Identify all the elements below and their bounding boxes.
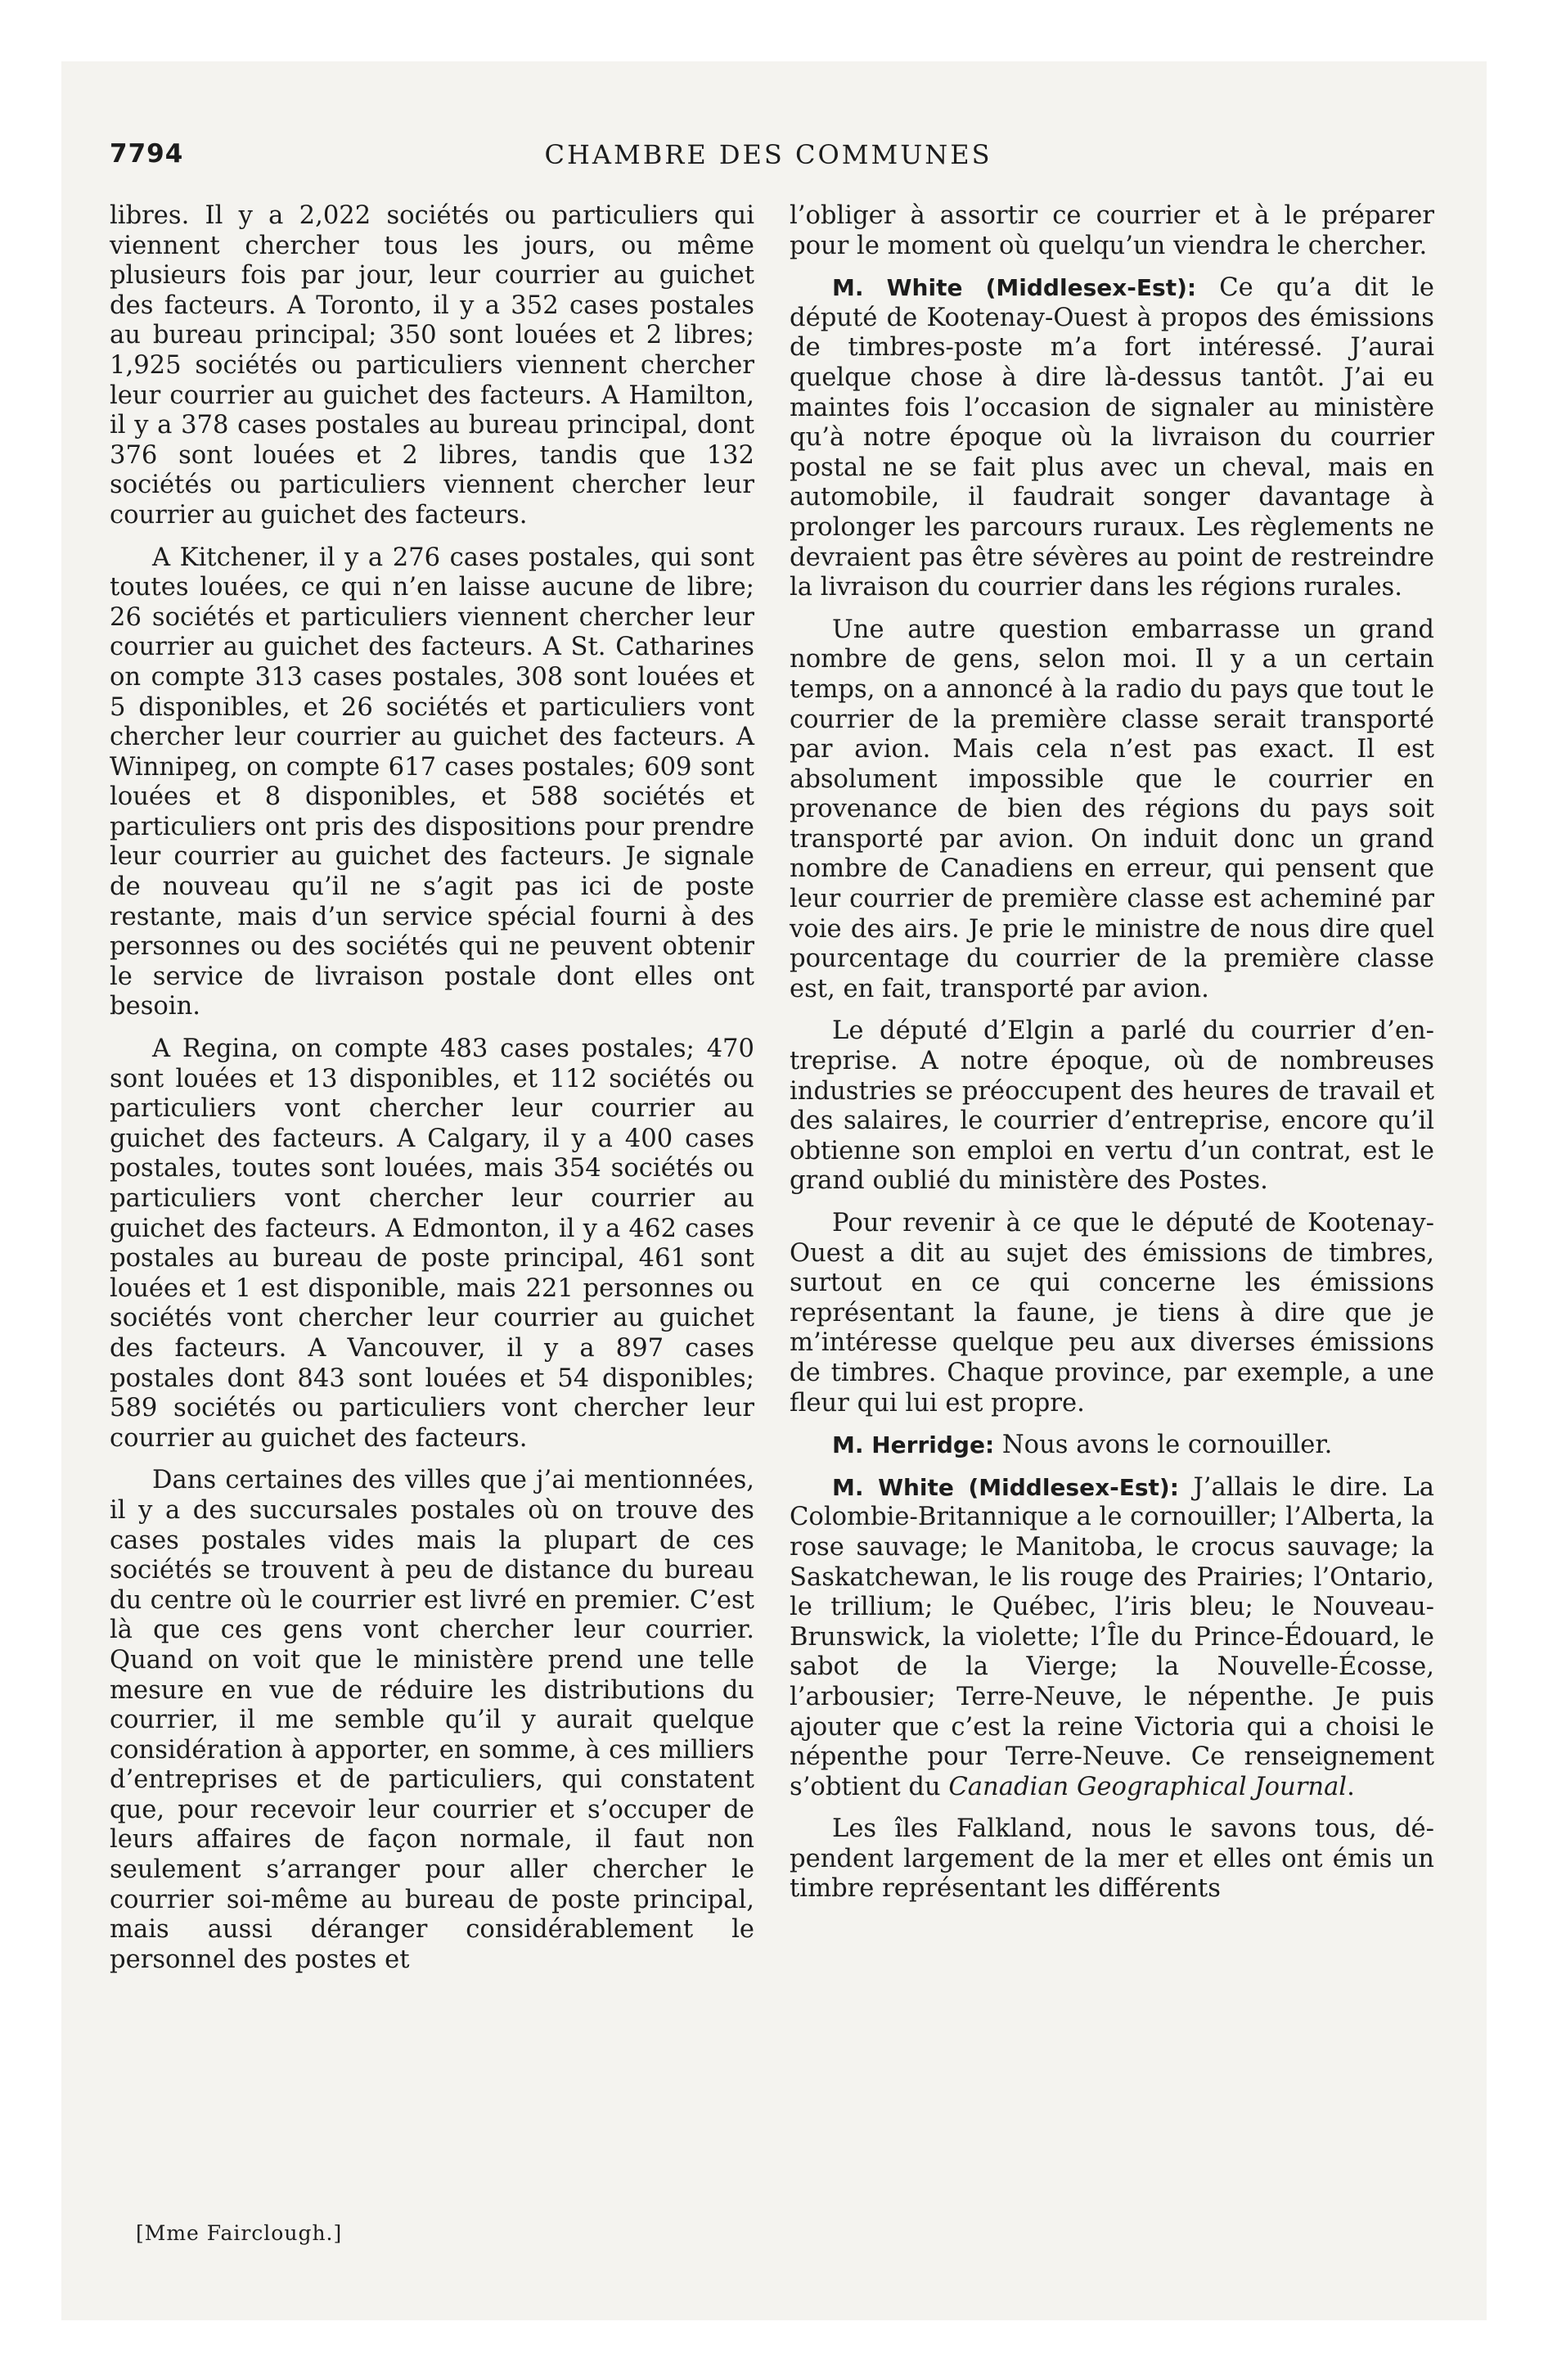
page-header — [110, 139, 1427, 180]
paragraph: Pour revenir à ce que le député de Kootenay-Ouest a dit au sujet des émissions de timbres, surtout en ce qui concerne les émissions représentant la faune, je tiens à dire que je m’intéresse quelque peu aux diverses émissions de timbres. Chaque province, par exemple, a une fleur qui lui est propre. — [790, 1209, 1434, 1418]
page-number: 7794 — [110, 139, 184, 169]
paragraph: Le député d’Elgin a parlé du courrier d’entreprise. A notre époque, où de nombreuses industries se préoccupent des heures de travail et des salaires, le courrier d’entreprise, encore qu’il obtienne son emploi en vertu d’un contrat, est le grand oublié du ministère des Postes. — [790, 1016, 1434, 1196]
speech-text: J’allais le dire. La Colombie-Britannique a le cornouiller; l’Alberta, la rose sauvage; le Manitoba, le crocus sauvage; la Saskatchewan, le lis rouge des Prairies; l’Ontario, le trillium; le Québec, l’iris bleu; le Nouveau-Brunswick, la violette; l’Île du Prince-Édouard, le sabot de la Vierge; la Nouvelle-Écosse, l’arbousier; Terre-Neuve, le népenthe. Je puis ajouter que c’est la reine Victoria qui a choisi le népenthe pour Terre-Neuve. Ce renseignement s’obtient du — [790, 1472, 1434, 1801]
right-column — [790, 201, 1434, 1917]
paragraph: A Kitchener, il y a 276 cases postales, qui sont toutes louées, ce qui n’en laisse aucune de libre; 26 sociétés et particuliers viennent chercher leur courrier au guichet des facteurs. A St. Catharines on compte 313 cases postales, 308 sont louées et 5 disponibles, et 26 sociétés et particuliers vont chercher leur courrier au guichet des facteurs. A Winnipeg, on compte 617 cases postales; 609 sont louées et 8 disponibles, et 588 sociétés et particuliers ont pris des dispositions pour prendre leur courrier au guichet des facteurs. Je signale de nouveau qu’il ne s’agit pas ici de poste restante, mais d’un service spécial fourni à des personnes ou des sociétés qui ne peuvent obtenir le service de livraison postale dont elles ont besoin. — [110, 543, 754, 1021]
speech-text: Ce qu’a dit le député de Kootenay-Ouest à propos des émissions de timbres-poste m’a fort intéressé. J’aurai quelque chose à dire là-dessus tantôt. J’ai eu maintes fois l’occasion de signaler au ministère qu’à notre époque où la livraison du courrier postal ne se fait plus avec un cheval, mais en automobile, il faudrait songer davantage à prolonger les parcours ruraux. Les règlements ne devraient pas être sévères au point de restreindre la livraison du courrier dans les régions rurales. — [790, 273, 1434, 602]
speech-paragraph — [790, 1473, 1434, 1803]
speech-paragraph — [790, 273, 1434, 603]
speaker-reference: [Mme Fairclough.] — [136, 2221, 343, 2245]
paragraph: l’obliger à assortir ce courrier et à le préparer pour le moment où quelqu’un viendra le chercher. — [790, 201, 1434, 260]
speech-text: Nous avons le cornouiller. — [994, 1431, 1333, 1460]
running-head: CHAMBRE DES COMMUNES — [544, 139, 992, 170]
speaker-name: M. White (Middlesex-Est): — [832, 1473, 1179, 1501]
left-column — [110, 201, 754, 1987]
paragraph: Une autre question embarrasse un grand nombre de gens, selon moi. Il y a un certain temps, on a annoncé à la radio du pays que tout le courrier de la première classe serait transporté par avion. Mais cela n’est pas exact. Il est absolument impossible que le courrier en provenance de bien des régions du pays soit transporté par avion. On induit donc un grand nombre de Canadiens en erreur, qui pensent que leur courrier de première classe est acheminé par voie des airs. Je prie le ministre de nous dire quel pourcentage du courrier de la première classe est, en fait, transporté par avion. — [790, 615, 1434, 1003]
paragraph: Les îles Falkland, nous le savons tous, dépendent largement de la mer et elles ont émis un timbre représentant les différents — [790, 1814, 1434, 1904]
paragraph: Dans certaines des villes que j’ai mentionnées, il y a des succursales postales où on trouve des cases postales vides mais la plupart de ces sociétés se trouvent à peu de distance du bureau du centre où le courrier est livré en premier. C’est là que ces gens vont chercher leur courrier. Quand on voit que le ministère prend une telle mesure en vue de réduire les distributions du courrier, il me semble qu’il y aurait quelque considération à apporter, en somme, à ces milliers d’entreprises et de particuliers, qui constatent que, pour recevoir leur courrier et s’occuper de leurs affaires de façon normale, il faut non seulement s’arranger pour aller chercher le courrier soi-même au bureau de poste principal, mais aussi déranger considérablement le personnel des postes et — [110, 1466, 754, 1974]
speaker-name: M. Herridge: — [832, 1431, 995, 1459]
journal-title: Canadian Geographical Journal — [948, 1772, 1348, 1801]
speech-text-end: . — [1347, 1772, 1355, 1801]
speaker-name: M. White (Middlesex-Est): — [832, 274, 1197, 302]
speech-paragraph — [790, 1431, 1434, 1461]
paragraph: libres. Il y a 2,022 sociétés ou particuliers qui viennent chercher tous les jours, ou même plusieurs fois par jour, leur courrier au guichet des facteurs. A Toronto, il y a 352 cases postales au bureau principal; 350 sont louées et 2 libres; 1,925 sociétés ou particuliers viennent chercher leur courrier au guichet des facteurs. A Hamilton, il y a 378 cases postales au bureau principal, dont 376 sont louées et 2 libres, tandis que 132 sociétés ou particuliers viennent chercher leur courrier au guichet des facteurs. — [110, 201, 754, 530]
paragraph: A Regina, on compte 483 cases postales; 470 sont louées et 13 disponibles, et 112 sociétés ou particuliers vont chercher leur courrier au guichet des facteurs. A Calgary, il y a 400 cases postales, toutes sont louées, mais 354 sociétés ou particuliers vont chercher leur courrier au guichet des facteurs. A Edmonton, il y a 462 cases postales au bureau de poste principal, 461 sont louées et 1 est disponible, mais 221 personnes ou sociétés vont chercher leur courrier au guichet des facteurs. A Vancouver, il y a 897 cases postales dont 843 sont louées et 54 disponibles; 589 sociétés ou particuliers vont chercher leur courrier au guichet des facteurs. — [110, 1034, 754, 1453]
